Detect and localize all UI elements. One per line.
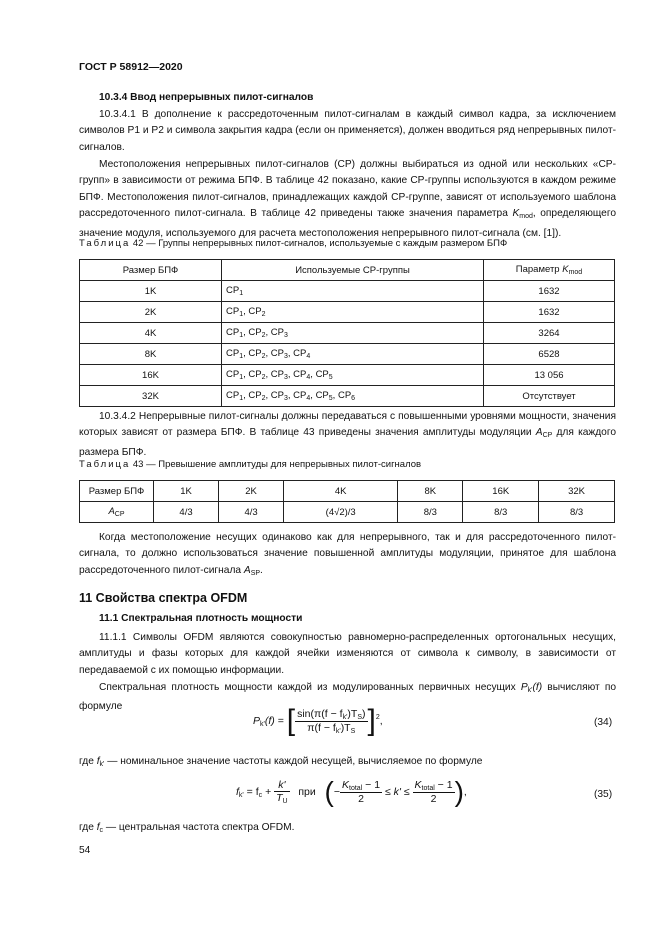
- equation-34-number: (34): [594, 717, 613, 728]
- caption-prefix: Таблица: [79, 238, 131, 249]
- section-10-3-4-title: 10.3.4 Ввод непрерывных пилот-сигналов: [99, 92, 314, 103]
- cp-label: CP: [315, 390, 329, 401]
- cp-label: CP: [226, 348, 240, 359]
- table-43: [79, 480, 615, 523]
- minus-one: − 1: [362, 779, 381, 791]
- cell-fft-size: 8K: [80, 344, 222, 365]
- numerator: $\sin(\pi(f - f_{k'})T_S)$: [297, 707, 366, 721]
- caption-text: 42 — Группы непрерывных пилот-сигналов, используемые с каждым размером БПФ: [130, 238, 508, 249]
- cp-index: 6: [351, 395, 356, 402]
- cp-label: CP: [248, 348, 262, 359]
- cp-index: 2: [261, 353, 266, 360]
- ts-subscript: S: [350, 727, 356, 735]
- t-symbol: T: [276, 792, 283, 804]
- ts-subscript: S: [357, 713, 362, 721]
- caption-text: 43 — Превышение амплитуды для непрерывных пилот-сигналов: [130, 459, 422, 470]
- cp-index: 3: [283, 353, 288, 360]
- den-text: )T: [340, 721, 351, 734]
- cp-index: 1: [239, 290, 244, 297]
- cell-cp-groups: $CP_1$, $CP_2$, $CP_3$, $CP_4$: [222, 344, 484, 365]
- paragraph-cp-locations: [79, 157, 616, 242]
- p-subscript: k': [527, 687, 533, 694]
- f-symbol: f: [236, 785, 239, 798]
- text: — номинальное значение частоты каждой несущей, вычисляемое по формуле: [104, 756, 483, 767]
- text: где: [79, 822, 97, 833]
- table-42: [79, 259, 615, 407]
- cp-label: CP: [226, 306, 240, 317]
- header-fft-size: Размер БПФ: [80, 260, 222, 281]
- f-subscript: c: [99, 827, 104, 834]
- f-symbol: f: [96, 822, 100, 833]
- a-subscript: CP: [542, 432, 553, 440]
- equation-35-number: (35): [594, 789, 613, 800]
- cp-index: 1: [239, 332, 244, 339]
- left-paren: (: [324, 776, 334, 807]
- cp-label: CP: [270, 390, 284, 401]
- inequality: ≤ k' ≤: [382, 785, 413, 798]
- f-arg: (f): [532, 682, 543, 693]
- cp-index: 2: [261, 374, 266, 381]
- cp-label: CP: [248, 390, 262, 401]
- k-subscript: total: [349, 785, 363, 792]
- num-text: sin(π(f − f: [297, 707, 343, 720]
- table-43-row-label: [80, 502, 154, 523]
- cp-index: 3: [283, 374, 288, 381]
- comma: ,: [463, 785, 467, 798]
- k-subscript: total: [421, 785, 435, 792]
- denominator: 2: [358, 793, 364, 805]
- denominator: 2: [430, 793, 437, 805]
- cell-fft-size: 8K: [398, 481, 463, 502]
- table-42-caption: [79, 238, 507, 249]
- cp-label: CP: [226, 390, 240, 401]
- text: вычисляют по формуле: [79, 682, 617, 713]
- p-subscript: k': [260, 720, 265, 728]
- cp-label: CP: [270, 348, 284, 359]
- cp-label: CP: [293, 348, 307, 359]
- k-symbol: K: [562, 264, 569, 275]
- num-subscript: k': [342, 713, 348, 721]
- a-subscript: CP: [114, 511, 125, 518]
- cp-index: 2: [261, 332, 266, 339]
- cell-kmod: 1632: [484, 281, 615, 302]
- section-11-1-title: 11.1 Спектральная плотность мощности: [99, 613, 303, 624]
- cp-index: 4: [306, 374, 311, 381]
- fraction-2: [413, 779, 455, 805]
- cp-label: CP: [226, 285, 240, 296]
- paragraph-where-fc: [79, 820, 616, 839]
- denominator: [295, 722, 367, 735]
- num-text: )T: [347, 707, 358, 720]
- cell-acp-value: 8/3: [539, 502, 615, 523]
- cp-index: 1: [239, 353, 244, 360]
- cp-label: CP: [315, 369, 329, 380]
- cp-index: 3: [283, 332, 288, 339]
- k-symbol: K: [342, 779, 350, 791]
- page-number: 54: [79, 845, 91, 856]
- a-symbol: A: [108, 506, 115, 517]
- cell-fft-size: 1K: [154, 481, 219, 502]
- cell-acp-value: 8/3: [398, 502, 463, 523]
- cp-index: 2: [261, 311, 266, 318]
- table-43-caption: [79, 459, 421, 470]
- cell-cp-groups: $CP_1$, $CP_2$: [222, 302, 484, 323]
- equation-35: [236, 776, 467, 808]
- table-row: [80, 281, 615, 302]
- table-43-label: Размер БПФ: [80, 481, 154, 502]
- den-subscript: k': [335, 727, 341, 735]
- fc-text: = f: [243, 785, 259, 798]
- cp-index: 4: [306, 395, 311, 402]
- text: Спектральная плотность мощности каждой из модулированных первичных несущих: [99, 682, 521, 693]
- header-kmod: [484, 260, 615, 281]
- right-paren: ): [454, 776, 464, 807]
- text: .: [260, 564, 263, 576]
- cell-kmod: 1632: [484, 302, 615, 323]
- fraction: [274, 779, 289, 805]
- p-symbol: P: [253, 714, 261, 727]
- cell-kmod: 3264: [484, 323, 615, 344]
- f-subscript: k': [99, 761, 105, 768]
- cp-index: 5: [328, 395, 333, 402]
- fc-subscript: c: [258, 791, 263, 799]
- document-header: ГОСТ Р 58912—2020: [79, 61, 183, 73]
- numerator: [413, 779, 455, 793]
- cp-label: CP: [226, 369, 240, 380]
- table-row: [80, 302, 615, 323]
- a-subscript: SP: [250, 569, 261, 577]
- cell-acp-value: 4/3: [154, 502, 219, 523]
- cell-fft-size: 4K: [80, 323, 222, 344]
- left-bracket: [: [286, 704, 296, 737]
- den-text: π(f − f: [307, 721, 336, 734]
- k-subscript: mod: [519, 213, 533, 221]
- power: 2: [375, 713, 380, 721]
- cell-fft-size: 4K: [284, 481, 398, 502]
- minus-one: − 1: [434, 779, 453, 791]
- comma: ,: [379, 714, 383, 727]
- a-symbol: A: [535, 427, 543, 439]
- numerator: k': [274, 779, 289, 792]
- f-symbol: f: [96, 756, 100, 767]
- cp-label: CP: [248, 306, 262, 317]
- table-row: [80, 386, 615, 407]
- cp-label: CP: [270, 327, 284, 338]
- paragraph-10-3-4-2: [79, 409, 616, 461]
- cp-index: 3: [283, 395, 288, 402]
- cell-fft-size: 2K: [80, 302, 222, 323]
- cp-label: CP: [248, 327, 262, 338]
- cell-acp-value: 4/3: [219, 502, 284, 523]
- cp-label: CP: [248, 369, 262, 380]
- text: для каждого размера БПФ.: [79, 427, 617, 458]
- text: 10.3.4.2 Непрерывные пилот-сигналы должны передаваться с повышенными уровнями мощности, значения которых зависят от размера БПФ. В таблице 43 приведены значения амплитуды модуляции: [79, 411, 616, 439]
- f-subscript: k': [238, 791, 244, 799]
- plus: +: [262, 785, 275, 798]
- cell-acp-value: 8/3: [463, 502, 539, 523]
- cell-fft-size: 32K: [539, 481, 615, 502]
- text: где: [79, 756, 97, 767]
- text: Когда местоположение несущих одинаково как для непрерывного, так и для рассредоточенного пилот-сигнала, то должно использоваться значение повышенной амплитуды модуляции, принятое для шаблона рассредоточенного пилот-сигнала: [79, 532, 616, 576]
- denominator: [274, 792, 289, 805]
- text: Местоположения непрерывных пилот-сигналов (CP) должны выбираться из одной или нескольких «CP-групп» в зависимости от режима БПФ. В таблице 42 показано, какие CP-группы используются в каждом режиме БПФ. Местоположения пилот-сигналов, принадлежащих каждой CP-группе, зависят от используемого шаблона рассредоточенного пилот-сигнала. В таблице 42 приведены также значения параметра: [79, 159, 616, 220]
- cp-index: 1: [239, 311, 244, 318]
- paragraph-when: [79, 530, 616, 582]
- cp-label: CP: [293, 369, 307, 380]
- text: Параметр: [515, 264, 563, 275]
- cp-index: 1: [239, 395, 244, 402]
- a-symbol: A: [243, 564, 251, 576]
- table-row: [80, 365, 615, 386]
- k-subscript: mod: [568, 269, 583, 276]
- section-11-title: 11 Свойства спектра OFDM: [79, 591, 248, 605]
- cell-cp-groups: $CP_1$, $CP_2$, $CP_3$, $CP_4$, $CP_5$: [222, 365, 484, 386]
- cell-cp-groups: $CP_1$, $CP_2$, $CP_3$, $CP_4$, $CP_5$, $CP_6$: [222, 386, 484, 407]
- paragraph-11-1-1: 11.1.1 Символы OFDM являются совокупностью равномерно-распределенных ортогональных несущих, амплитуды и фазы которых для каждой ячейки изменяются от символа к символу, в зависимости от передаваемой с их помощью информации.: [79, 632, 616, 676]
- k-symbol: K: [414, 779, 422, 791]
- numerator: [340, 779, 382, 793]
- cp-label: CP: [226, 327, 240, 338]
- cell-cp-groups: $CP_1$, $CP_2$, $CP_3$: [222, 323, 484, 344]
- p-symbol: P: [520, 682, 528, 693]
- fraction: [295, 708, 367, 735]
- cell-fft-size: 16K: [80, 365, 222, 386]
- caption-prefix: Таблица: [79, 459, 131, 470]
- cp-index: 1: [239, 374, 244, 381]
- text: — центральная частота спектра OFDM.: [103, 822, 295, 833]
- paragraph-10-3-4-1: 10.3.4.1 В дополнение к рассредоточенным пилот-сигналам в каждый символ кадра, за исключением символов P1 и P2 и символа закрытия кадра (если он применяется), должен вводиться ряд непрерывных пилот-сигналов.: [79, 109, 616, 153]
- cell-acp-value: (4√2)/3: [284, 502, 398, 523]
- cp-label: CP: [293, 390, 307, 401]
- cell-kmod: 13 056: [484, 365, 615, 386]
- cell-kmod: Отсутствует: [484, 386, 615, 407]
- cp-label: CP: [270, 369, 284, 380]
- cell-fft-size: 16K: [463, 481, 539, 502]
- cp-label: CP: [337, 390, 352, 401]
- k-symbol: K: [512, 208, 520, 220]
- equation-34: [253, 704, 383, 738]
- cell-fft-size: 1K: [80, 281, 222, 302]
- text: , определяющего значение модуля, используемого для расчета местоположения непрерывного пилот-сигнала (см. [1]).: [79, 208, 616, 239]
- cell-kmod: 6528: [484, 344, 615, 365]
- cell-cp-groups: [222, 281, 484, 302]
- paragraph-where-fk: [79, 754, 616, 773]
- minus: −: [333, 785, 340, 798]
- fraction-1: [340, 779, 382, 805]
- cp-index: 4: [306, 353, 311, 360]
- word-pri: при: [298, 785, 316, 798]
- cp-index: 5: [328, 374, 333, 381]
- right-bracket: ]: [367, 704, 376, 737]
- f-arg: (f) =: [264, 714, 284, 727]
- cp-index: 2: [261, 395, 266, 402]
- table-row: [80, 344, 615, 365]
- header-cp-groups: Используемые CP-группы: [222, 260, 484, 281]
- table-row: [80, 323, 615, 344]
- cell-fft-size: 32K: [80, 386, 222, 407]
- t-subscript: U: [282, 798, 288, 805]
- cell-fft-size: 2K: [219, 481, 284, 502]
